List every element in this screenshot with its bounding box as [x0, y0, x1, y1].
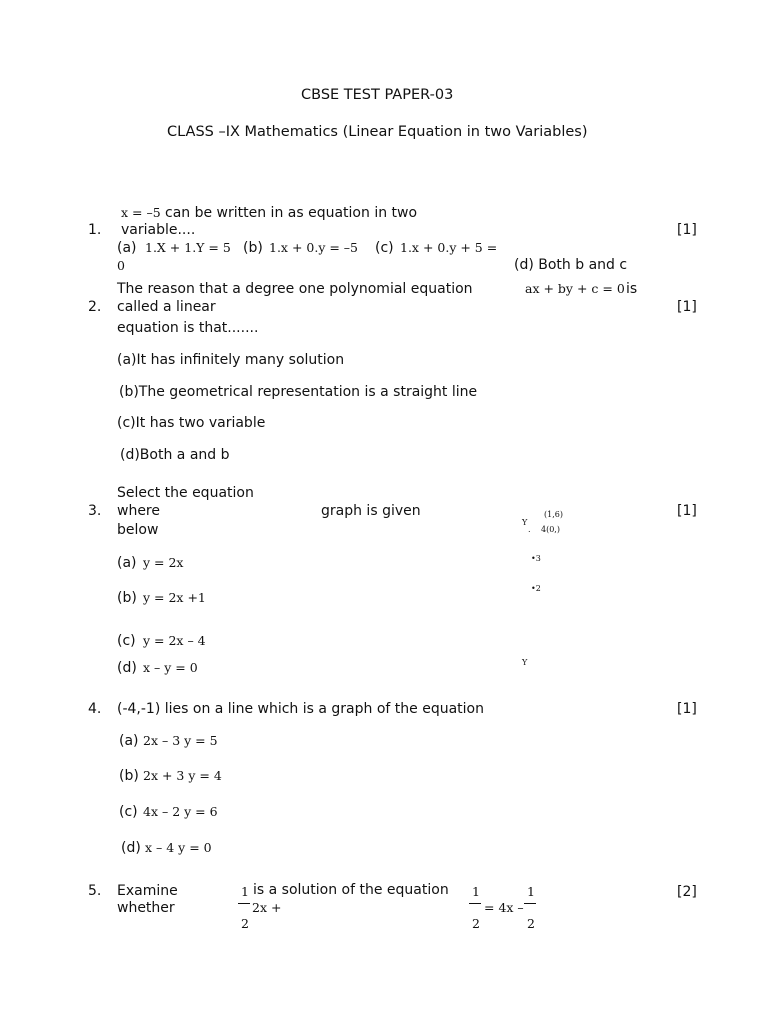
question-text: can be written in as equation in two [165, 205, 418, 221]
question-number: 3. [88, 503, 102, 519]
marks: [1] [677, 222, 697, 238]
marks: [1] [677, 701, 697, 717]
option-text: (c)It has two variable [117, 415, 266, 431]
question-text: The reason that a degree one polynomial equation [117, 281, 473, 297]
question-text: where [117, 503, 160, 519]
math-expression: 2x – 3 y = 5 [143, 733, 218, 748]
point-label: 4(0,) [541, 525, 560, 534]
question-text: whether [117, 900, 175, 916]
math-expression: x – y = 0 [143, 660, 198, 675]
math-expression: 1.x + 0.y + 5 = [400, 240, 498, 255]
option-label: (a) [117, 240, 137, 256]
fraction-bar [238, 903, 250, 904]
option-label: (b) [243, 240, 263, 256]
option-label: (c) [119, 804, 138, 820]
math-expression: 1.x + 0.y = –5 [269, 240, 359, 255]
math-expression: 2x + [252, 900, 282, 915]
math-expression: y = 2x – 4 [143, 633, 206, 648]
fraction-denominator: 2 [241, 916, 249, 931]
tick-label: •2 [531, 584, 541, 593]
question-text: is a solution of the equation [253, 882, 449, 898]
question-text: (-4,-1) lies on a line which is a graph of the equation [117, 701, 484, 717]
tick-label: •3 [531, 554, 541, 563]
math-expression: = 4x – [484, 900, 524, 915]
option-label: (a) [119, 733, 139, 749]
fraction-bar [469, 903, 481, 904]
math-expression: y = 2x [143, 555, 184, 570]
math-expression: 1.X + 1.Y = 5 [145, 240, 231, 255]
fraction-numerator: 1 [527, 884, 535, 899]
marks: [2] [677, 884, 697, 900]
fraction-denominator: 2 [472, 916, 480, 931]
option-label: (b) [117, 590, 137, 606]
question-number: 5. [88, 883, 102, 899]
option-label: (b) [119, 768, 139, 784]
point-dot: . [528, 525, 531, 534]
option-text: (d)Both a and b [120, 447, 230, 463]
question-text: equation is that....... [117, 320, 259, 336]
fraction-numerator: 1 [472, 884, 480, 899]
point-label: (1,6) [544, 510, 563, 519]
math-expression: 4x – 2 y = 6 [143, 804, 218, 819]
question-text: variable.... [121, 222, 196, 238]
axis-label-y-top: Y [522, 518, 528, 527]
fraction-bar [524, 903, 536, 904]
page-subtitle: CLASS –IX Mathematics (Linear Equation in two Variables) [167, 124, 588, 140]
option-label: (a) [117, 555, 137, 571]
question-number: 2. [88, 299, 102, 315]
question-number: 4. [88, 701, 102, 717]
question-text: Select the equation [117, 485, 254, 501]
question-text: called a linear [117, 299, 216, 315]
option-label: (c) [375, 240, 394, 256]
math-expression: 2x + 3 y = 4 [143, 768, 222, 783]
option-text: (b)The geometrical representation is a straight line [119, 384, 478, 400]
math-expression: x = –5 [121, 205, 161, 220]
question-text: below [117, 522, 159, 538]
question-number: 1. [88, 222, 102, 238]
option-label: (c) [117, 633, 136, 649]
page-title: CBSE TEST PAPER-03 [301, 87, 454, 103]
fraction-numerator: 1 [241, 884, 249, 899]
fraction-denominator: 2 [527, 916, 535, 931]
question-text: Examine [117, 883, 178, 899]
axis-label-y-bottom: Y [522, 658, 528, 667]
marks: [1] [677, 299, 697, 315]
math-expression: ax + by + c = 0 [525, 281, 625, 296]
option-label: (d) [117, 660, 137, 676]
question-text: is [626, 281, 638, 297]
math-expression: 0 [117, 258, 125, 273]
question-text: graph is given [321, 503, 421, 519]
option-text: (d) Both b and c [514, 257, 628, 273]
option-text: (a)It has infinitely many solution [117, 352, 345, 368]
marks: [1] [677, 503, 697, 519]
math-expression: y = 2x +1 [143, 590, 206, 605]
math-expression: x – 4 y = 0 [145, 840, 212, 855]
option-label: (d) [121, 840, 141, 856]
